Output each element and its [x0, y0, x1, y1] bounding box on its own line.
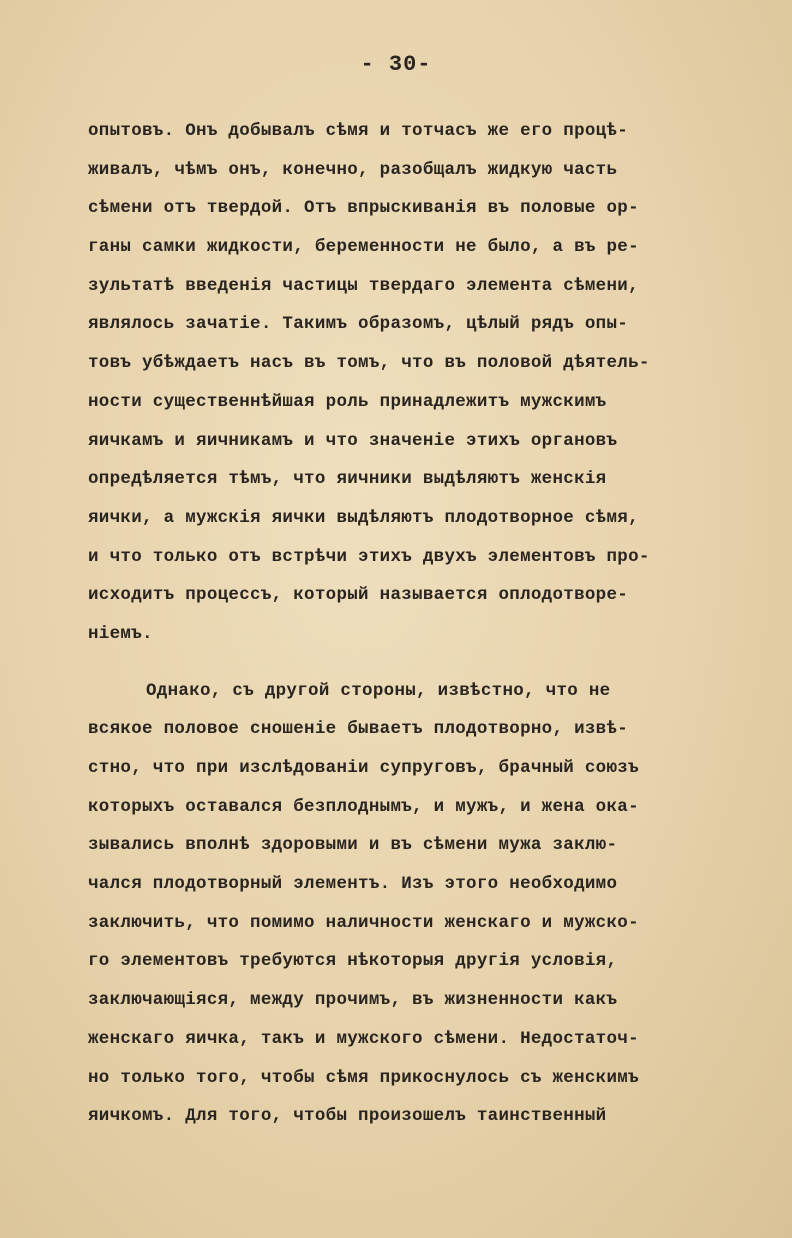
text-line: женскаго яичка, такъ и мужского сѣмени. Недостаточ-	[88, 1028, 639, 1049]
text-line: являлось зачатіе. Такимъ образомъ, цѣлый рядъ опы-	[88, 314, 629, 335]
paragraph-gap	[88, 654, 768, 672]
text-line: чался плодотворный элементъ. Изъ этого необходимо	[88, 874, 618, 895]
text-line: Однако, съ другой стороны, извѣстно, что не	[146, 680, 611, 701]
text-line: живалъ, чѣмъ онъ, конечно, разобщалъ жидкую часть	[88, 159, 618, 180]
text-line: сѣмени отъ твердой. Отъ впрыскиванія въ половые ор-	[88, 198, 639, 219]
text-line: и что только отъ встрѣчи этихъ двухъ элементовъ про-	[88, 546, 650, 567]
text-line: го элементовъ требуются нѣкоторыя другія условія,	[88, 951, 618, 972]
text-line: но только того, чтобы сѣмя прикоснулось съ женскимъ	[88, 1067, 639, 1088]
page-number: - 30-	[360, 52, 432, 77]
body-text	[88, 112, 768, 1136]
text-line: заключающіяся, между прочимъ, въ жизненности какъ	[88, 990, 618, 1011]
text-line: зультатѣ введенія частицы твердаго элемента сѣмени,	[88, 275, 639, 296]
text-line: исходитъ процессъ, который называется оплодотворе-	[88, 585, 629, 606]
text-line: яички, а мужскія яички выдѣляютъ плодотворное сѣмя,	[88, 507, 639, 528]
text-line: ности существеннѣйшая роль принадлежитъ мужскимъ	[88, 391, 607, 412]
text-line: заключить, что помимо наличности женскаго и мужско-	[88, 912, 639, 933]
text-line: зывались вполнѣ здоровыми и въ сѣмени мужа заклю-	[88, 835, 618, 856]
text-line: яичкамъ и яичникамъ и что значеніе этихъ органовъ	[88, 430, 618, 451]
text-line: опредѣляется тѣмъ, что яичники выдѣляютъ женскія	[88, 469, 607, 490]
paragraph-2	[88, 672, 768, 1136]
text-line: всякое половое сношеніе бываетъ плодотворно, извѣ-	[88, 719, 629, 740]
text-line: товъ убѣждаетъ насъ въ томъ, что въ половой дѣятель-	[88, 353, 650, 374]
text-line: которыхъ оставался безплоднымъ, и мужъ, и жена ока-	[88, 796, 639, 817]
text-line: ганы самки жидкости, беременности не было, а въ ре-	[88, 237, 639, 258]
text-line: ніемъ.	[88, 623, 153, 644]
text-line: яичкомъ. Для того, чтобы произошелъ таинственный	[88, 1106, 607, 1127]
text-line: опытовъ. Онъ добывалъ сѣмя и тотчасъ же его процѣ-	[88, 121, 629, 141]
text-line: стно, что при изслѣдованіи супруговъ, брачный союзъ	[88, 758, 639, 778]
paragraph-1	[88, 112, 768, 654]
